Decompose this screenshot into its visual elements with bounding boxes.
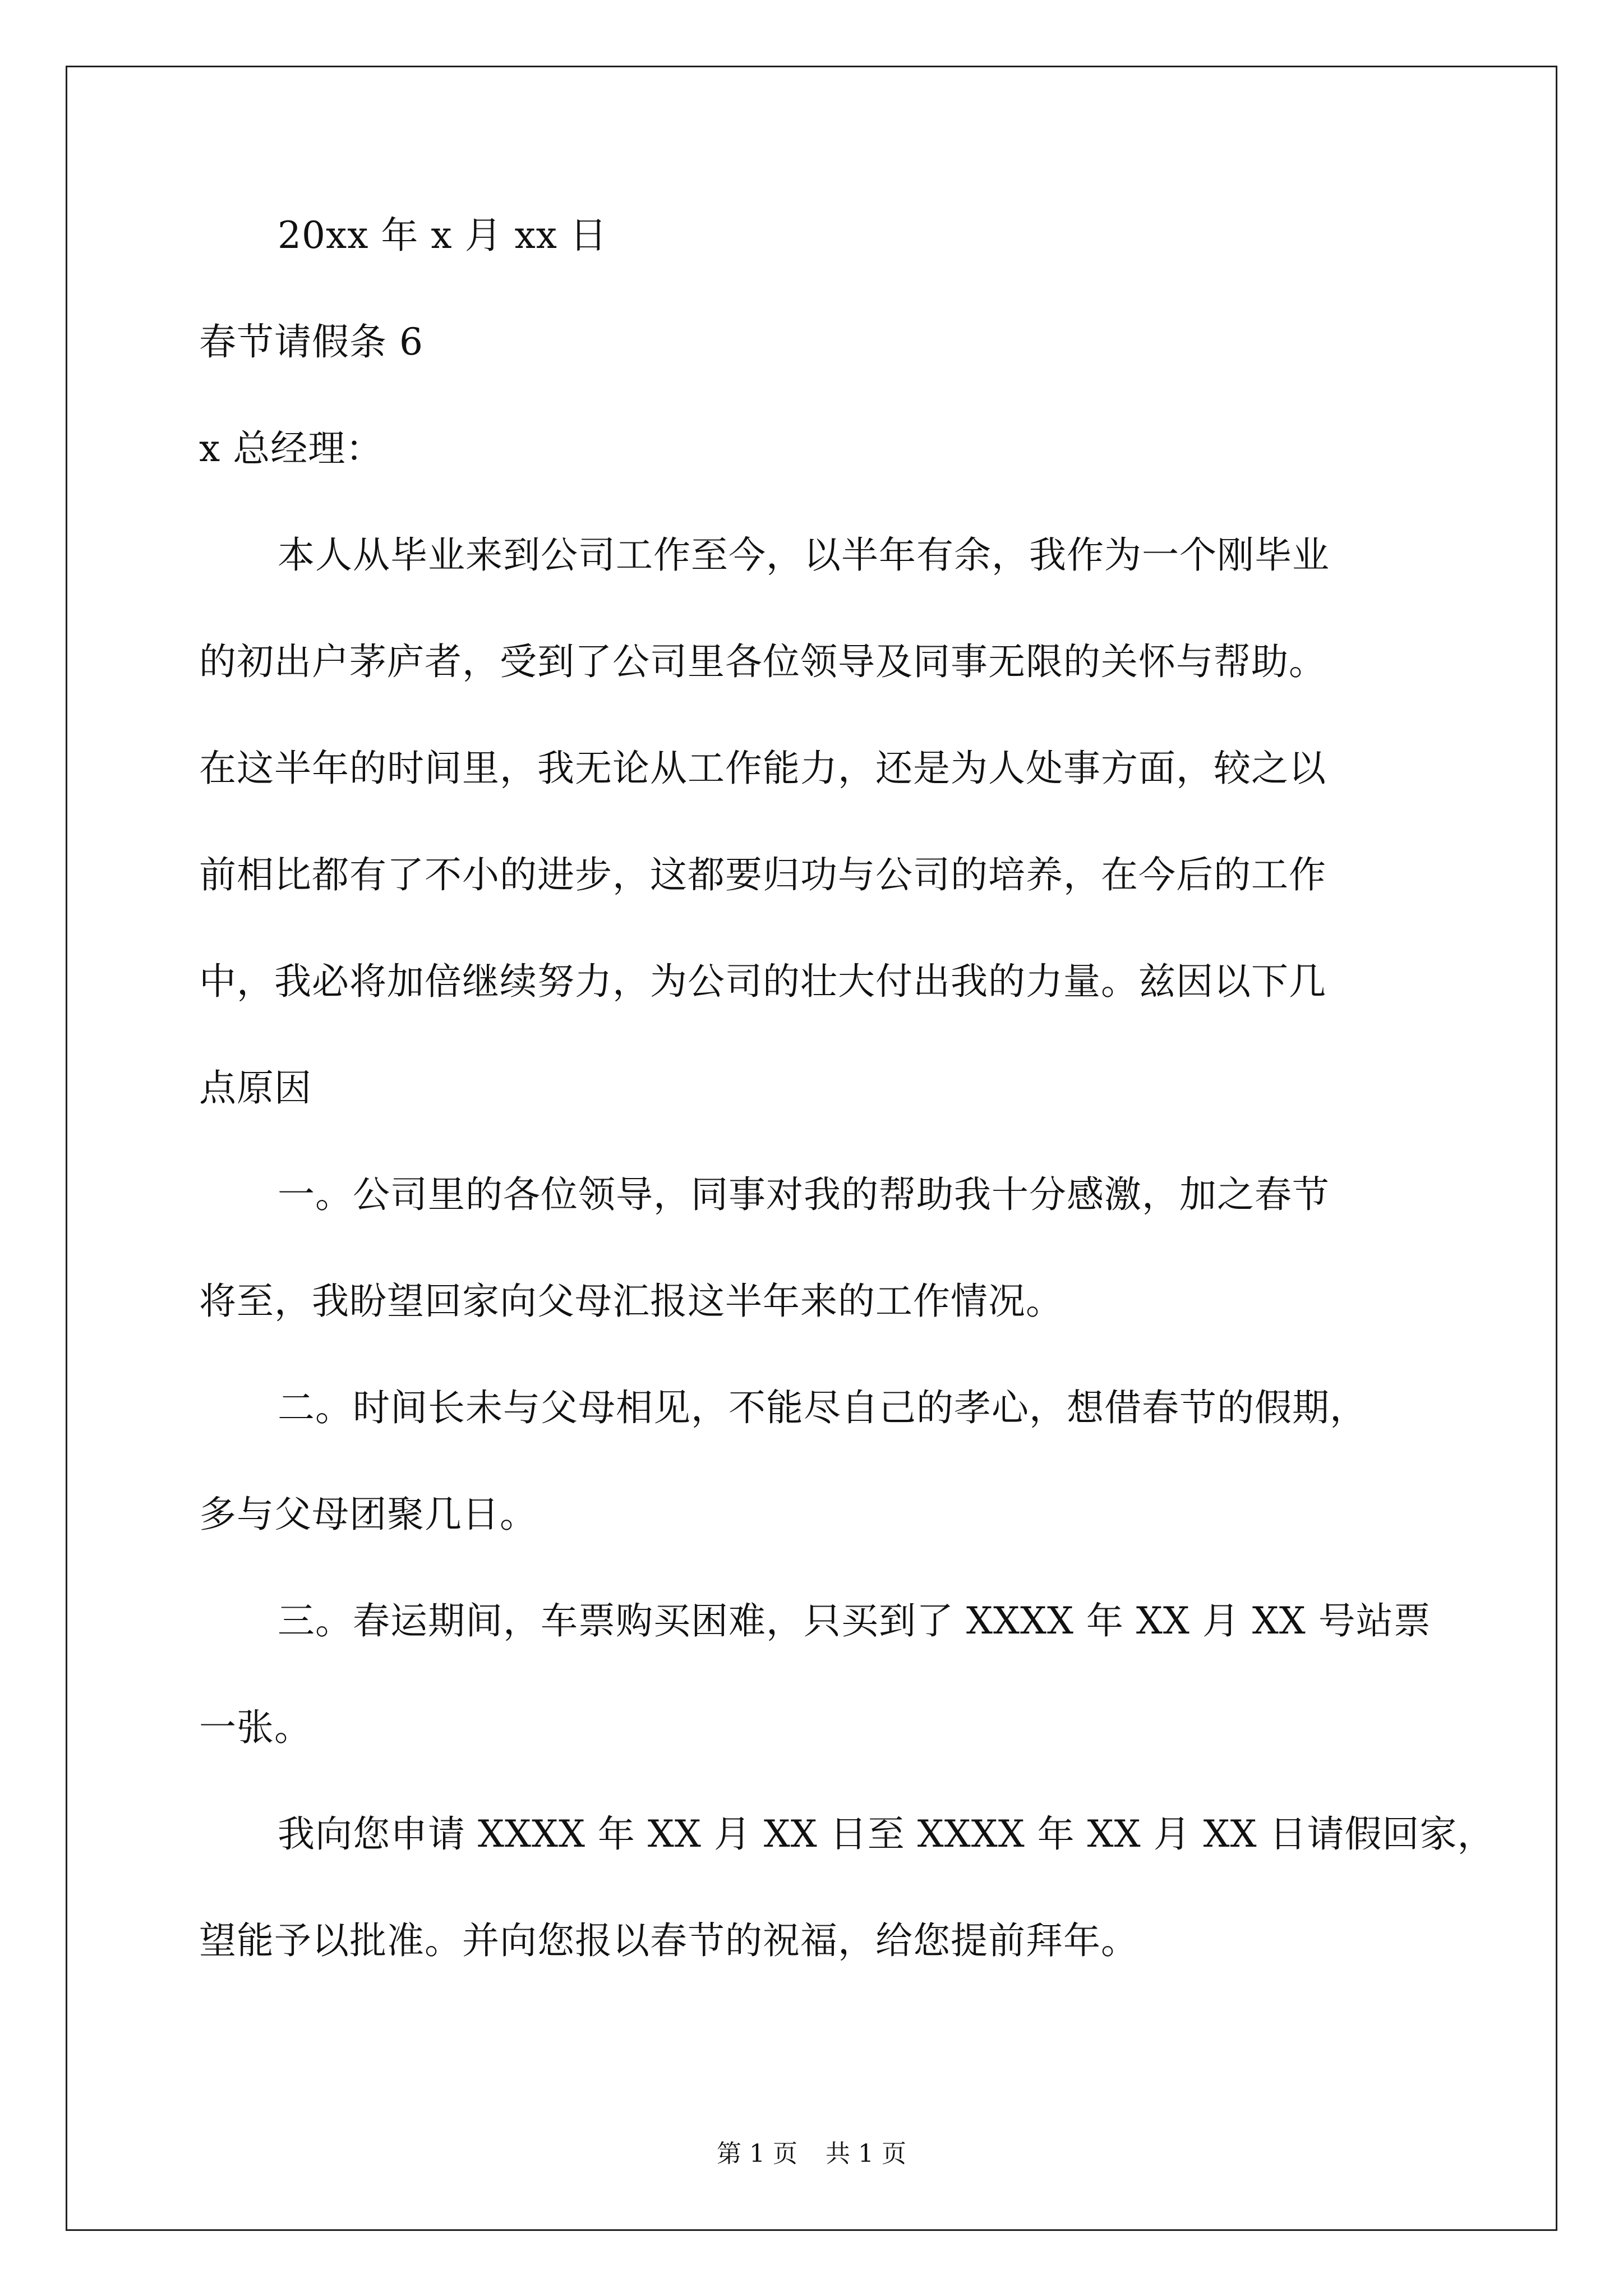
paragraph-line: 本人从毕业来到公司工作至今，以半年有余，我作为一个刚毕业 — [278, 533, 1330, 577]
page-border — [66, 66, 1557, 2231]
paragraph-line: 中，我必将加倍继续努力，为公司的壮大付出我的力量。兹因以下几 — [199, 960, 1326, 1003]
page-number-current: 第 1 页 — [717, 2139, 797, 2168]
page-footer — [0, 2138, 1623, 2170]
paragraph-line: 前相比都有了不小的进步，这都要归功与公司的培养，在今后的工作 — [199, 853, 1326, 896]
request-line: 望能予以批准。并向您报以春节的祝福，给您提前拜年。 — [199, 1919, 1138, 1962]
salutation: x 总经理： — [199, 427, 384, 470]
document-title: 春节请假条 6 — [199, 320, 423, 364]
reason-two-line: 多与父母团聚几日。 — [199, 1493, 537, 1536]
paragraph-line: 的初出户茅庐者，受到了公司里各位领导及同事无限的关怀与帮助。 — [199, 640, 1326, 683]
reason-two-line: 二。时间长未与父母相见，不能尽自己的孝心，想借春节的假期， — [278, 1386, 1367, 1429]
reason-three-line: 三。春运期间，车票购买困难，只买到了 XXXX 年 XX 月 XX 号站票 — [278, 1599, 1431, 1642]
reason-one-line: 一。公司里的各位领导，同事对我的帮助我十分感激，加之春节 — [278, 1173, 1330, 1216]
date-line: 20xx 年 x 月 xx 日 — [278, 214, 607, 257]
paragraph-line: 点原因 — [199, 1066, 312, 1110]
reason-three-line: 一张。 — [199, 1706, 312, 1749]
reason-one-line: 将至，我盼望回家向父母汇报这半年来的工作情况。 — [199, 1280, 1063, 1323]
page-number-total: 共 1 页 — [826, 2139, 906, 2168]
request-line: 我向您申请 XXXX 年 XX 月 XX 日至 XXXX 年 XX 月 XX 日请假回家， — [278, 1812, 1495, 1856]
paragraph-line: 在这半年的时间里，我无论从工作能力，还是为人处事方面，较之以 — [199, 747, 1326, 790]
